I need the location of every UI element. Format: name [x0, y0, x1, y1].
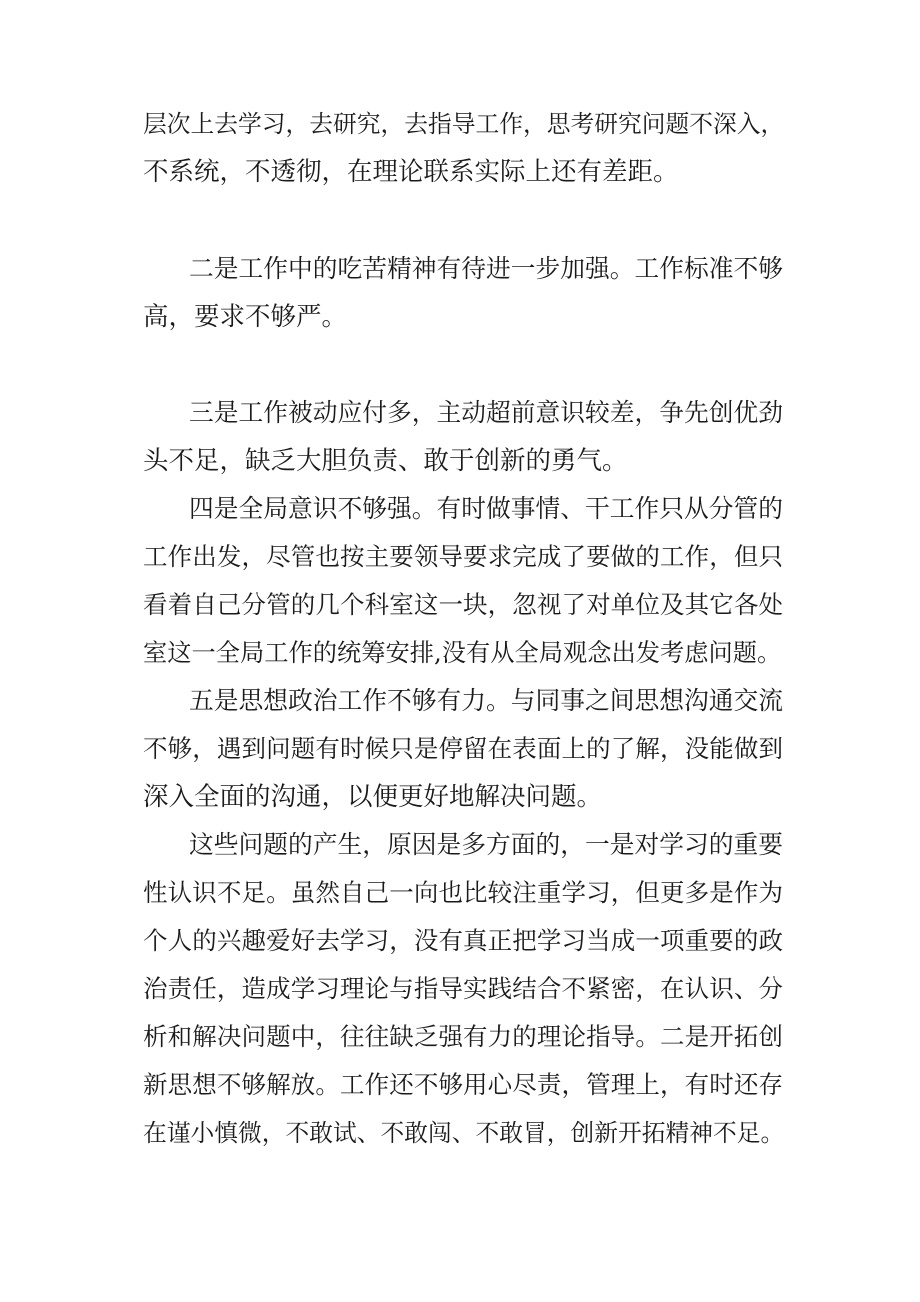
text-line: 五是思想政治工作不够有力。与同事之间思想沟通交流	[189, 686, 783, 715]
text-line: 工作出发，尽管也按主要领导要求完成了要做的工作，但只	[143, 542, 783, 571]
text-line: 深入全面的沟通，以便更好地解决问题。	[143, 782, 603, 812]
text-line: 在谨小慎微，不敢试、不敢闯、不敢冒，创新开拓精神不足。	[143, 1119, 785, 1147]
text-line: 新思想不够解放。工作还不够用心尽责，管理上，有时还存	[143, 1070, 783, 1099]
text-line: 二是工作中的吃苦精神有待进一步加强。工作标准不够	[189, 254, 783, 283]
text-line: 四是全局意识不够强。有时做事情、干工作只从分管的	[189, 494, 783, 523]
text-line: 头不足，缺乏大胆负责、敢于创新的勇气。	[143, 446, 628, 476]
text-line: 不够，遇到问题有时候只是停留在表面上的了解，没能做到	[143, 734, 783, 763]
text-line: 室这一全局工作的统筹安排,没有从全局观念出发考虑问题。	[143, 638, 782, 667]
text-line: 高，要求不够严。	[143, 302, 348, 332]
text-line: 个人的兴趣爱好去学习，没有真正把学习当成一项重要的政	[143, 926, 783, 955]
text-line: 层次上去学习，去研究，去指导工作，思考研究问题不深入，	[143, 110, 785, 138]
text-line: 这些问题的产生，原因是多方面的，一是对学习的重要	[189, 830, 783, 859]
text-line: 治责任，造成学习理论与指导实践结合不紧密，在认识、分	[143, 974, 783, 1003]
text-line: 看着自己分管的几个科室这一块，忽视了对单位及其它各处	[143, 590, 783, 619]
text-line: 不系统，不透彻，在理论联系实际上还有差距。	[143, 157, 679, 187]
text-line: 性认识不足。虽然自己一向也比较注重学习，但更多是作为	[143, 878, 783, 907]
text-line: 三是工作被动应付多，主动超前意识较差，争先创优劲	[189, 398, 783, 427]
text-line: 析和解决问题中，往往缺乏强有力的理论指导。二是开拓创	[143, 1022, 783, 1051]
